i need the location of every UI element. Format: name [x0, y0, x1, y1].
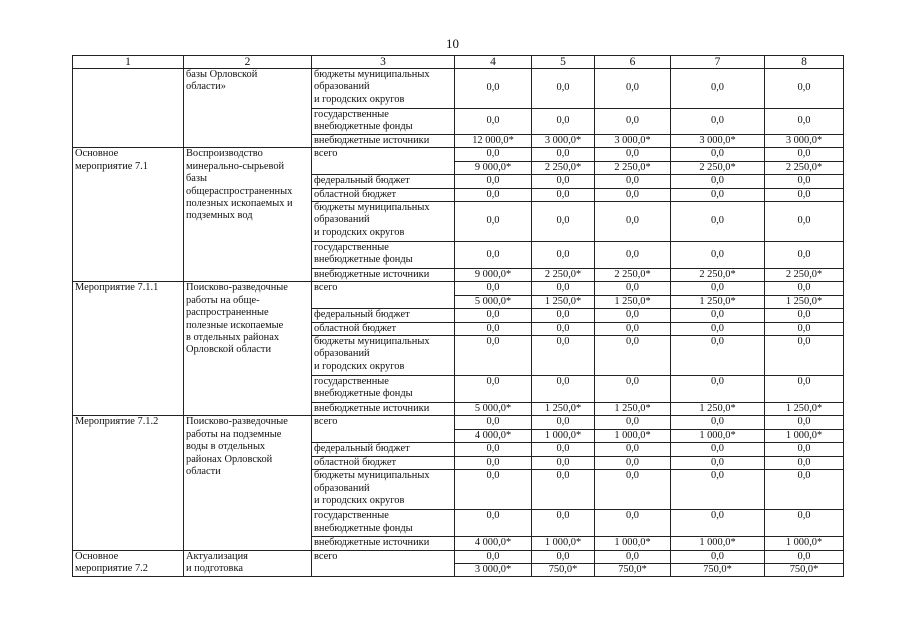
activity-name: Основное мероприятие 7.2 — [73, 550, 184, 577]
value-cell: 0,0 — [765, 242, 844, 269]
source-label: всего — [312, 282, 455, 309]
source-label: государственные внебюджетные фонды — [312, 242, 455, 269]
value-cell: 0,0 — [765, 443, 844, 456]
value-cell: 2 250,0* — [671, 269, 765, 282]
value-cell: 0,0 — [765, 510, 844, 537]
column-header: 4 — [455, 56, 532, 69]
value-cell: 0,0 — [765, 282, 844, 295]
value-cell: 1 000,0* — [532, 429, 595, 442]
value-cell: 0,0 — [455, 322, 532, 335]
activity-description: Актуализация и подготовка — [184, 550, 312, 577]
table-row — [73, 550, 844, 563]
value-cell: 1 250,0* — [765, 295, 844, 308]
activity-name: Мероприятие 7.1.1 — [73, 282, 184, 416]
value-cell: 1 250,0* — [765, 403, 844, 416]
value-cell: 0,0 — [532, 443, 595, 456]
value-cell: 0,0 — [532, 416, 595, 429]
value-cell: 0,0 — [765, 69, 844, 109]
source-label: федеральный бюджет — [312, 309, 455, 322]
activity-description: Воспроизводство минерально-сырьевой базы общераспространенных полезных ископаемых и подземных вод — [184, 148, 312, 282]
table-row — [73, 148, 844, 161]
table-row — [73, 69, 844, 109]
value-cell: 0,0 — [595, 510, 671, 537]
value-cell: 0,0 — [595, 376, 671, 403]
value-cell: 0,0 — [671, 443, 765, 456]
value-cell: 1 000,0* — [532, 537, 595, 550]
column-header: 2 — [184, 56, 312, 69]
source-label: внебюджетные источники — [312, 403, 455, 416]
value-cell: 750,0* — [671, 563, 765, 576]
table-body — [73, 56, 844, 577]
value-cell: 0,0 — [765, 416, 844, 429]
activity-description: Поисково-разведочные работы на обще- распространенные полезные ископаемые в отдельных районах Орловской области — [184, 282, 312, 416]
column-header: 6 — [595, 56, 671, 69]
source-label: всего — [312, 148, 455, 175]
value-cell: 0,0 — [455, 109, 532, 135]
value-cell: 0,0 — [765, 202, 844, 242]
source-label: бюджеты муниципальных образований и городских округов — [312, 336, 455, 376]
value-cell: 3 000,0* — [595, 135, 671, 148]
value-cell: 0,0 — [595, 322, 671, 335]
value-cell: 0,0 — [671, 309, 765, 322]
table-row — [73, 282, 844, 295]
value-cell: 0,0 — [765, 322, 844, 335]
value-cell: 0,0 — [671, 109, 765, 135]
value-cell: 1 250,0* — [671, 295, 765, 308]
value-cell: 1 000,0* — [671, 537, 765, 550]
value-cell: 0,0 — [671, 456, 765, 469]
value-cell: 0,0 — [671, 470, 765, 510]
value-cell: 0,0 — [455, 443, 532, 456]
source-label: внебюджетные источники — [312, 135, 455, 148]
value-cell: 0,0 — [532, 175, 595, 188]
value-cell: 0,0 — [532, 282, 595, 295]
value-cell: 0,0 — [455, 202, 532, 242]
value-cell: 750,0* — [532, 563, 595, 576]
value-cell: 3 000,0* — [765, 135, 844, 148]
source-label: федеральный бюджет — [312, 175, 455, 188]
value-cell: 0,0 — [671, 69, 765, 109]
source-label: областной бюджет — [312, 188, 455, 201]
value-cell: 0,0 — [595, 202, 671, 242]
value-cell: 0,0 — [532, 336, 595, 376]
value-cell: 0,0 — [455, 416, 532, 429]
value-cell: 2 250,0* — [532, 269, 595, 282]
value-cell: 9 000,0* — [455, 161, 532, 174]
value-cell: 1 250,0* — [671, 403, 765, 416]
activity-description: Поисково-разведочные работы на подземные воды в отдельных районах Орловской области — [184, 416, 312, 550]
source-label: бюджеты муниципальных образований и городских округов — [312, 470, 455, 510]
source-label: областной бюджет — [312, 456, 455, 469]
source-label: областной бюджет — [312, 322, 455, 335]
value-cell: 0,0 — [765, 336, 844, 376]
value-cell: 0,0 — [455, 309, 532, 322]
funding-table — [72, 55, 844, 577]
value-cell: 2 250,0* — [765, 161, 844, 174]
value-cell: 3 000,0* — [671, 135, 765, 148]
value-cell: 0,0 — [671, 322, 765, 335]
value-cell: 0,0 — [595, 416, 671, 429]
source-label: бюджеты муниципальных образований и городских округов — [312, 69, 455, 109]
value-cell: 0,0 — [671, 148, 765, 161]
value-cell: 2 250,0* — [532, 161, 595, 174]
value-cell: 0,0 — [455, 69, 532, 109]
value-cell: 0,0 — [532, 202, 595, 242]
value-cell: 0,0 — [671, 336, 765, 376]
value-cell: 0,0 — [671, 282, 765, 295]
value-cell: 0,0 — [595, 309, 671, 322]
value-cell: 1 000,0* — [765, 429, 844, 442]
value-cell: 0,0 — [671, 550, 765, 563]
value-cell: 0,0 — [455, 456, 532, 469]
value-cell: 12 000,0* — [455, 135, 532, 148]
value-cell: 750,0* — [765, 563, 844, 576]
value-cell: 1 250,0* — [532, 295, 595, 308]
value-cell: 0,0 — [765, 109, 844, 135]
value-cell: 0,0 — [532, 510, 595, 537]
activity-name: Основное мероприятие 7.1 — [73, 148, 184, 282]
value-cell: 3 000,0* — [532, 135, 595, 148]
column-header: 3 — [312, 56, 455, 69]
source-label: федеральный бюджет — [312, 443, 455, 456]
column-header: 7 — [671, 56, 765, 69]
value-cell: 1 250,0* — [532, 403, 595, 416]
value-cell: 0,0 — [765, 188, 844, 201]
value-cell: 2 250,0* — [595, 269, 671, 282]
value-cell: 0,0 — [455, 282, 532, 295]
value-cell: 0,0 — [671, 175, 765, 188]
value-cell: 0,0 — [765, 470, 844, 510]
value-cell: 0,0 — [455, 175, 532, 188]
value-cell: 0,0 — [532, 456, 595, 469]
value-cell: 0,0 — [595, 282, 671, 295]
value-cell: 750,0* — [595, 563, 671, 576]
value-cell: 0,0 — [765, 175, 844, 188]
column-header: 1 — [73, 56, 184, 69]
value-cell: 0,0 — [455, 550, 532, 563]
value-cell: 0,0 — [532, 69, 595, 109]
value-cell: 1 000,0* — [765, 537, 844, 550]
value-cell: 0,0 — [765, 456, 844, 469]
value-cell: 0,0 — [532, 470, 595, 510]
value-cell: 0,0 — [595, 175, 671, 188]
value-cell: 4 000,0* — [455, 429, 532, 442]
source-label: государственные внебюджетные фонды — [312, 376, 455, 403]
value-cell: 0,0 — [595, 456, 671, 469]
value-cell: 4 000,0* — [455, 537, 532, 550]
value-cell: 0,0 — [532, 376, 595, 403]
value-cell: 0,0 — [595, 443, 671, 456]
value-cell: 5 000,0* — [455, 403, 532, 416]
source-label: внебюджетные источники — [312, 537, 455, 550]
value-cell: 1 250,0* — [595, 295, 671, 308]
value-cell: 1 250,0* — [595, 403, 671, 416]
value-cell: 0,0 — [532, 109, 595, 135]
value-cell: 0,0 — [455, 376, 532, 403]
value-cell: 0,0 — [671, 188, 765, 201]
value-cell: 0,0 — [532, 550, 595, 563]
value-cell: 0,0 — [595, 148, 671, 161]
activity-name: Мероприятие 7.1.2 — [73, 416, 184, 550]
value-cell: 0,0 — [455, 148, 532, 161]
value-cell: 5 000,0* — [455, 295, 532, 308]
source-label: всего — [312, 550, 455, 577]
value-cell: 0,0 — [595, 188, 671, 201]
value-cell: 0,0 — [671, 242, 765, 269]
value-cell: 0,0 — [455, 188, 532, 201]
value-cell: 0,0 — [595, 242, 671, 269]
value-cell: 0,0 — [532, 309, 595, 322]
value-cell: 0,0 — [595, 109, 671, 135]
source-label: государственные внебюджетные фонды — [312, 109, 455, 135]
source-label: всего — [312, 416, 455, 443]
value-cell: 0,0 — [765, 376, 844, 403]
value-cell: 0,0 — [671, 416, 765, 429]
value-cell: 0,0 — [455, 470, 532, 510]
value-cell: 0,0 — [455, 510, 532, 537]
column-header: 5 — [532, 56, 595, 69]
value-cell: 0,0 — [671, 376, 765, 403]
value-cell: 1 000,0* — [595, 537, 671, 550]
value-cell: 0,0 — [595, 470, 671, 510]
source-label: внебюджетные источники — [312, 269, 455, 282]
value-cell: 0,0 — [765, 550, 844, 563]
value-cell: 9 000,0* — [455, 269, 532, 282]
value-cell: 2 250,0* — [671, 161, 765, 174]
value-cell: 0,0 — [532, 188, 595, 201]
value-cell: 1 000,0* — [595, 429, 671, 442]
value-cell: 0,0 — [595, 336, 671, 376]
value-cell: 0,0 — [671, 202, 765, 242]
source-label: бюджеты муниципальных образований и городских округов — [312, 202, 455, 242]
activity-name — [73, 69, 184, 148]
source-label: государственные внебюджетные фонды — [312, 510, 455, 537]
value-cell: 0,0 — [765, 309, 844, 322]
value-cell: 2 250,0* — [765, 269, 844, 282]
value-cell: 0,0 — [532, 242, 595, 269]
value-cell: 0,0 — [595, 69, 671, 109]
value-cell: 3 000,0* — [455, 563, 532, 576]
value-cell: 1 000,0* — [671, 429, 765, 442]
column-header: 8 — [765, 56, 844, 69]
value-cell: 0,0 — [455, 336, 532, 376]
value-cell: 0,0 — [532, 148, 595, 161]
value-cell: 2 250,0* — [595, 161, 671, 174]
page-number: 10 — [446, 36, 459, 51]
activity-description: базы Орловской области» — [184, 69, 312, 148]
value-cell: 0,0 — [455, 242, 532, 269]
value-cell: 0,0 — [765, 148, 844, 161]
header-row — [73, 56, 844, 69]
value-cell: 0,0 — [595, 550, 671, 563]
value-cell: 0,0 — [671, 510, 765, 537]
table-row — [73, 416, 844, 429]
value-cell: 0,0 — [532, 322, 595, 335]
